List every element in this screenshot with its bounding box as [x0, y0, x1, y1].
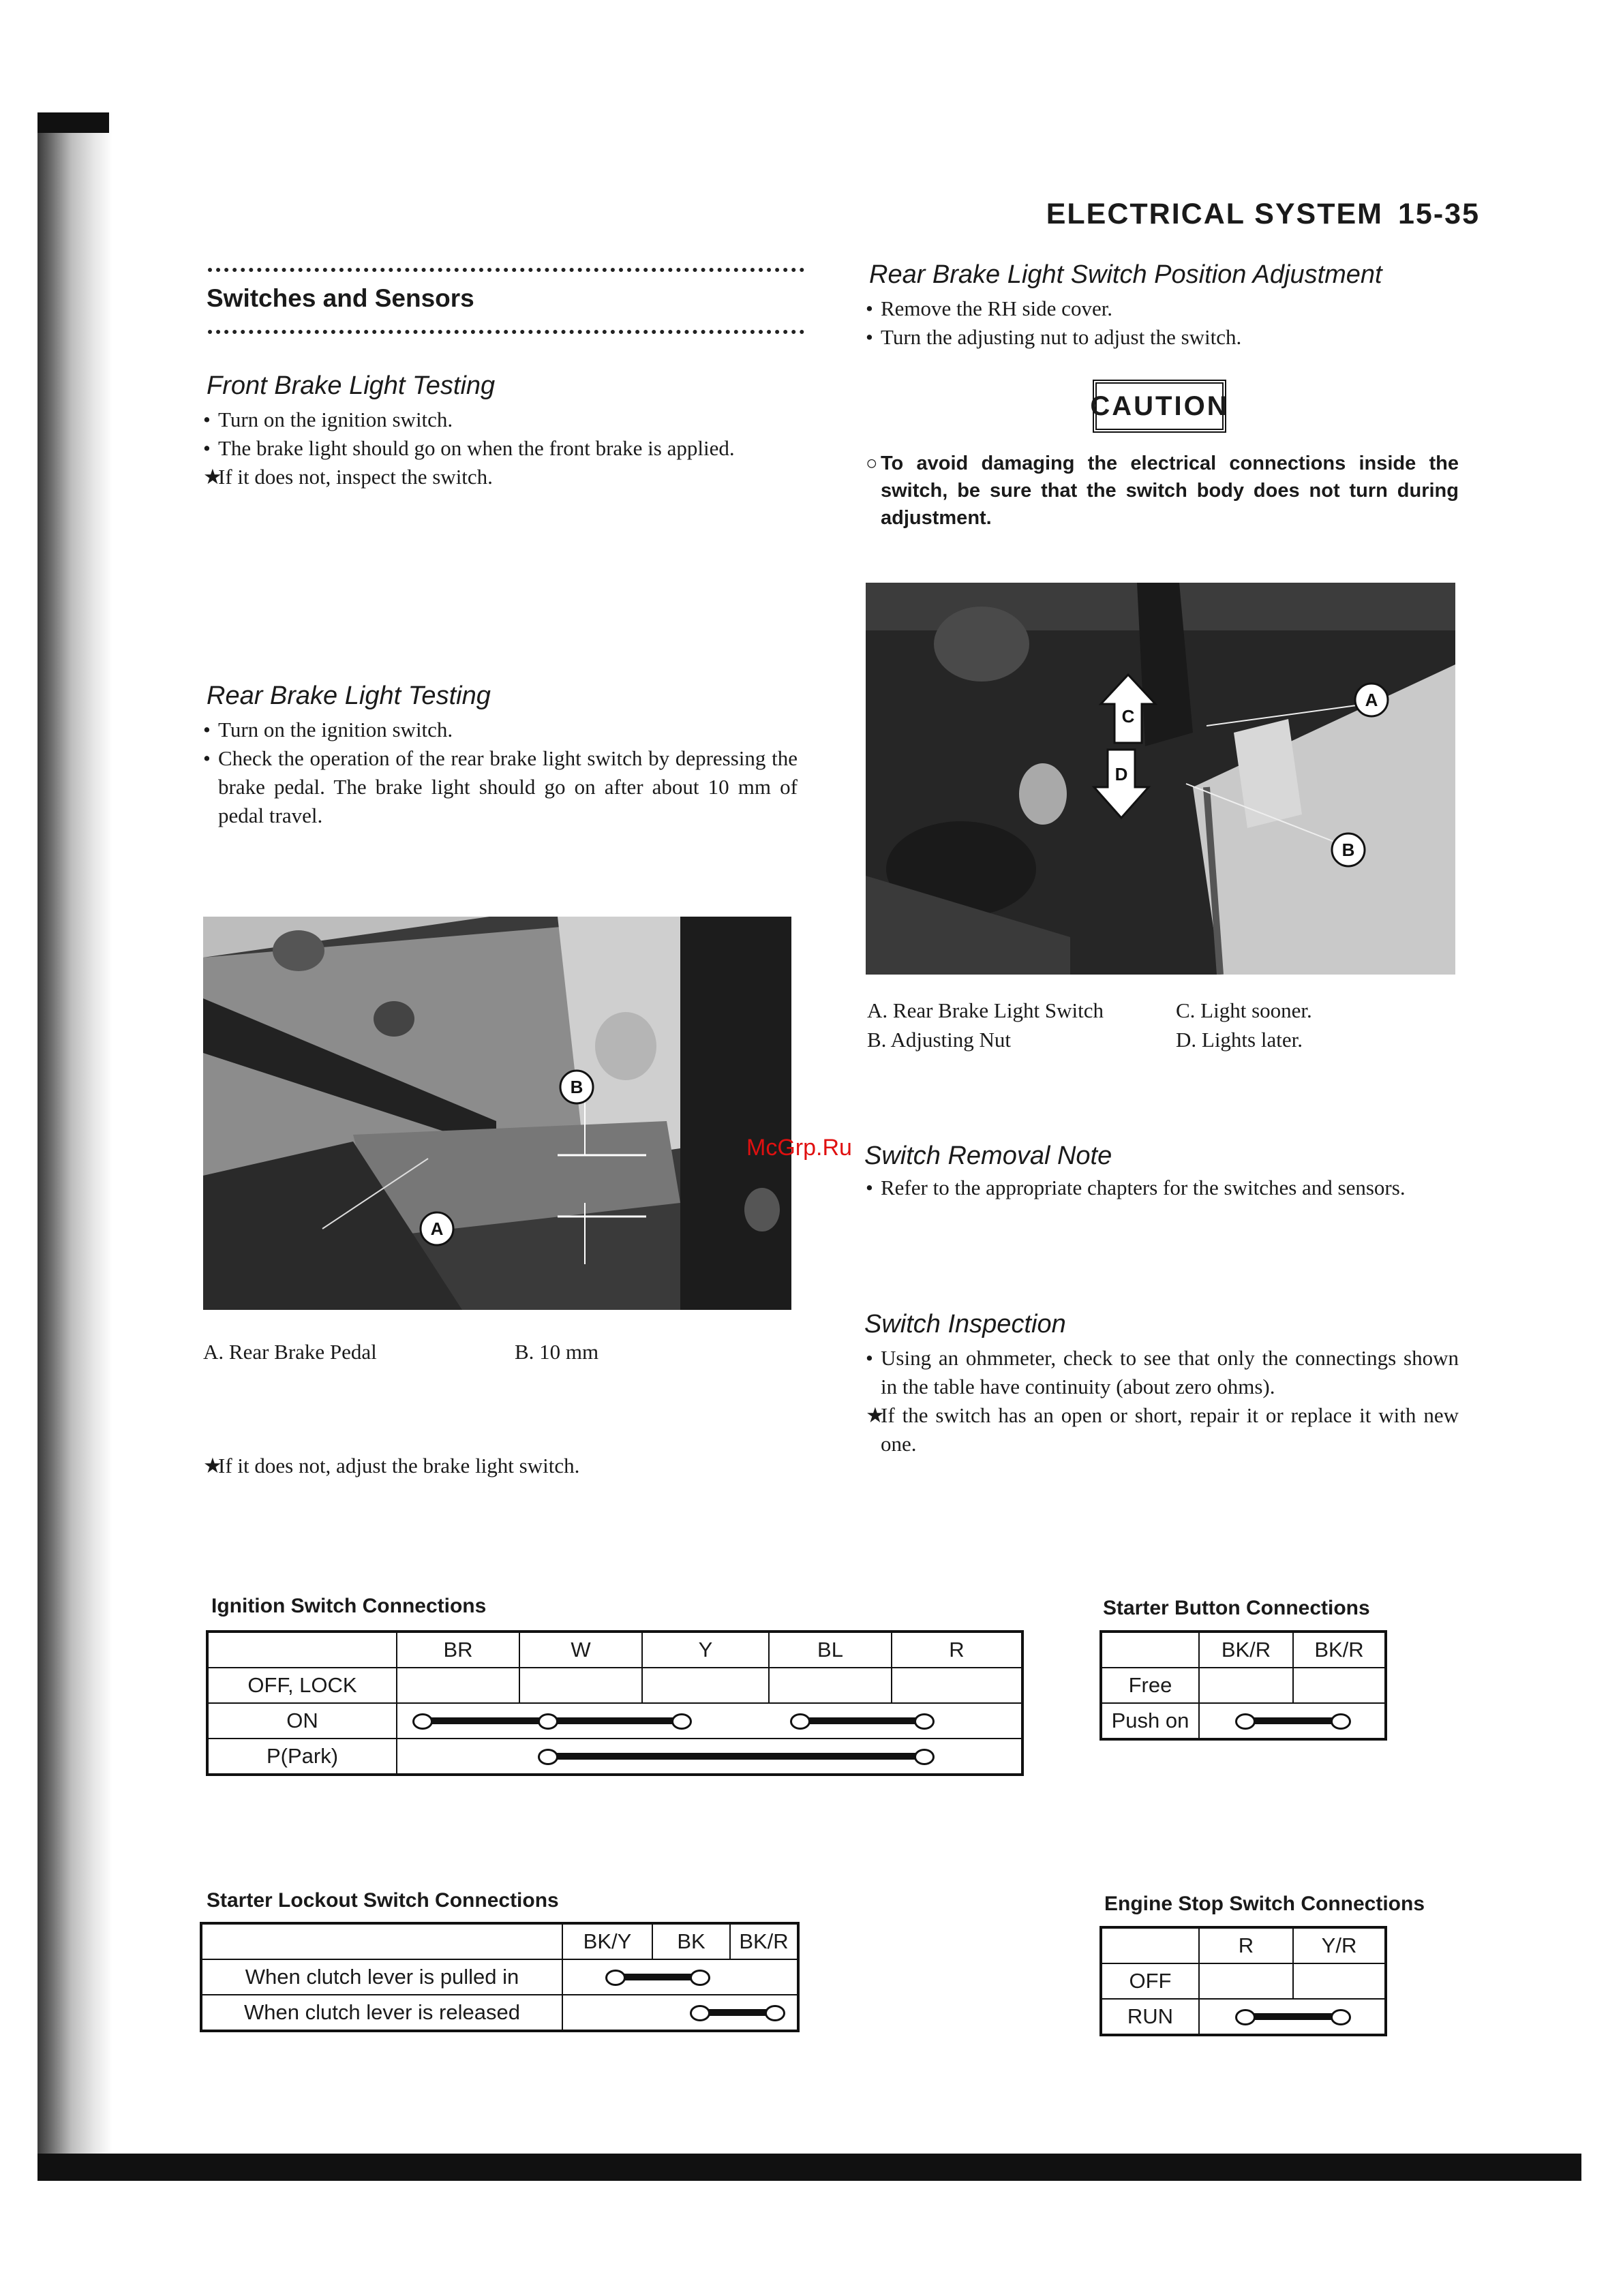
- row-header: OFF: [1101, 1963, 1199, 1999]
- terminal-icon: [412, 1713, 433, 1730]
- removal-heading: Switch Removal Note: [864, 1142, 1112, 1170]
- engine-stop-table: [1099, 1926, 1387, 2036]
- row-header: When clutch lever is released: [201, 1995, 562, 2031]
- caption-lights-later: D. Lights later.: [1176, 1028, 1303, 1052]
- column-header: BL: [769, 1632, 892, 1668]
- continuity-line: [615, 1974, 699, 1980]
- starter-lockout-table: [200, 1922, 800, 2032]
- terminal-icon: [790, 1713, 810, 1730]
- engine-stop-table-title: Engine Stop Switch Connections: [1104, 1893, 1425, 1915]
- column-header: Y: [642, 1632, 769, 1668]
- row-header: Free: [1101, 1668, 1199, 1703]
- table-row: [1101, 1963, 1386, 1999]
- table-header-row: [201, 1923, 798, 1959]
- column-header: BK/R: [1199, 1632, 1293, 1668]
- inspection-heading: Switch Inspection: [864, 1310, 1066, 1338]
- terminal-icon: [914, 1749, 935, 1765]
- continuity-line: [1245, 1717, 1340, 1724]
- table-header-row: [1101, 1632, 1386, 1668]
- front-brake-steps: [203, 405, 798, 491]
- terminal-icon: [1331, 2009, 1351, 2025]
- list-item: • Remove the RH side cover.: [866, 296, 1113, 320]
- column-header: W: [519, 1632, 642, 1668]
- table-row: [1101, 1703, 1386, 1739]
- column-header: BK/R: [730, 1923, 798, 1959]
- column-header: BR: [397, 1632, 519, 1668]
- table-header-row: [1101, 1927, 1386, 1963]
- section-title: Switches and Sensors: [207, 284, 474, 312]
- column-header: BK/R: [1293, 1632, 1386, 1668]
- rear-brake-heading: Rear Brake Light Testing: [207, 682, 491, 710]
- terminal-icon: [605, 1970, 626, 1986]
- row-header: OFF, LOCK: [207, 1668, 397, 1703]
- starter-button-table: [1099, 1630, 1387, 1741]
- photo-label-b: B: [570, 1077, 583, 1097]
- terminal-icon: [538, 1713, 558, 1730]
- column-header: R: [892, 1632, 1022, 1668]
- table-row: [1101, 1668, 1386, 1703]
- terminal-icon: [690, 1970, 710, 1986]
- dotted-rule-top: [208, 268, 804, 272]
- terminal-icon: [538, 1749, 558, 1765]
- starter-lockout-table-title: Starter Lockout Switch Connections: [207, 1889, 559, 1912]
- row-header: ON: [207, 1703, 397, 1739]
- caption-rear-brake-pedal: A. Rear Brake Pedal: [203, 1340, 377, 1364]
- list-item: • The brake light should go on when the front brake is applied.: [203, 436, 735, 460]
- header-section: ELECTRICAL SYSTEM: [1046, 198, 1384, 230]
- column-header: Y/R: [1293, 1927, 1386, 1963]
- column-header: BK/Y: [562, 1923, 652, 1959]
- table-row: [201, 1995, 798, 2031]
- table-row: [201, 1959, 798, 1995]
- list-item: ★ If it does not, inspect the switch.: [203, 465, 493, 489]
- column-header: BK: [652, 1923, 730, 1959]
- watermark: McGrp.Ru: [746, 1135, 852, 1161]
- page-number: 15-35: [1398, 198, 1480, 230]
- rear-brake-pedal-photo: [203, 917, 791, 1310]
- page-header: [1046, 198, 1480, 231]
- table-row: [207, 1739, 1022, 1775]
- terminal-icon: [1235, 1713, 1256, 1730]
- list-item: ★ If the switch has an open or short, repair it or replace it with new one.: [866, 1403, 1459, 1456]
- photo-label-a: A: [430, 1219, 444, 1239]
- photo-label-d: D: [1114, 764, 1128, 784]
- ignition-table-title: Ignition Switch Connections: [211, 1595, 487, 1617]
- ignition-switch-table: [206, 1630, 1024, 1776]
- row-header: When clutch lever is pulled in: [201, 1959, 562, 1995]
- front-brake-heading: Front Brake Light Testing: [207, 371, 496, 400]
- adjust-note: ★ If it does not, adjust the brake light switch.: [203, 1454, 580, 1478]
- removal-steps: [866, 1174, 1459, 1202]
- starter-button-table-title: Starter Button Connections: [1103, 1597, 1370, 1619]
- page-binding-shadow: [37, 112, 112, 2157]
- brake-light-switch-photo: [866, 583, 1455, 975]
- list-item: • Using an ohmmeter, check to see that only the connectings shown in the table have continuity (about zero ohms).: [866, 1346, 1459, 1398]
- row-header: Push on: [1101, 1703, 1199, 1739]
- continuity-line: [1245, 2013, 1340, 2020]
- continuity-line: [699, 2009, 774, 2016]
- terminal-icon: [765, 2005, 785, 2021]
- caution-label: CAUTION: [1093, 380, 1226, 433]
- photo-label-c: C: [1121, 706, 1135, 726]
- table-row: [207, 1703, 1022, 1739]
- photo-label-a: A: [1365, 690, 1378, 710]
- list-item: • Refer to the appropriate chapters for the switches and sensors.: [866, 1176, 1406, 1199]
- column-header: R: [1199, 1927, 1293, 1963]
- row-header: P(Park): [207, 1739, 397, 1775]
- table-row: [207, 1668, 1022, 1703]
- caption-10mm: B. 10 mm: [515, 1340, 599, 1364]
- caption-adjusting-nut: B. Adjusting Nut: [867, 1028, 1012, 1052]
- adjust-steps: [866, 294, 1459, 352]
- photo-label-b: B: [1341, 840, 1355, 860]
- terminal-icon: [1235, 2009, 1256, 2025]
- dotted-rule-bottom: [208, 330, 804, 334]
- continuity-line: [547, 1753, 924, 1760]
- table-header-row: [207, 1632, 1022, 1668]
- list-item: • Check the operation of the rear brake light switch by depressing the brake pedal. The brake light should go on after about 10 mm of pedal travel.: [203, 746, 798, 827]
- table-row: [1101, 1999, 1386, 2035]
- terminal-icon: [690, 2005, 710, 2021]
- list-item: • Turn on the ignition switch.: [203, 718, 453, 741]
- list-item: • Turn on the ignition switch.: [203, 408, 453, 431]
- caution-text: ○ To avoid damaging the electrical connections inside the switch, be sure that the switch body does not turn during adjustment.: [866, 453, 1459, 529]
- continuity-line: [800, 1717, 924, 1724]
- caption-switch: A. Rear Brake Light Switch: [867, 998, 1104, 1022]
- terminal-icon: [1331, 1713, 1351, 1730]
- rear-brake-steps: [203, 716, 798, 830]
- inspection-steps: [866, 1344, 1459, 1458]
- adjust-heading: Rear Brake Light Switch Position Adjustment: [869, 260, 1382, 289]
- terminal-icon: [671, 1713, 692, 1730]
- caption-light-sooner: C. Light sooner.: [1176, 998, 1312, 1022]
- list-item: • Turn the adjusting nut to adjust the switch.: [866, 325, 1242, 349]
- row-header: RUN: [1101, 1999, 1199, 2035]
- binding-edge: [37, 112, 109, 133]
- scan-bottom-edge: [37, 2154, 1581, 2181]
- terminal-icon: [914, 1713, 935, 1730]
